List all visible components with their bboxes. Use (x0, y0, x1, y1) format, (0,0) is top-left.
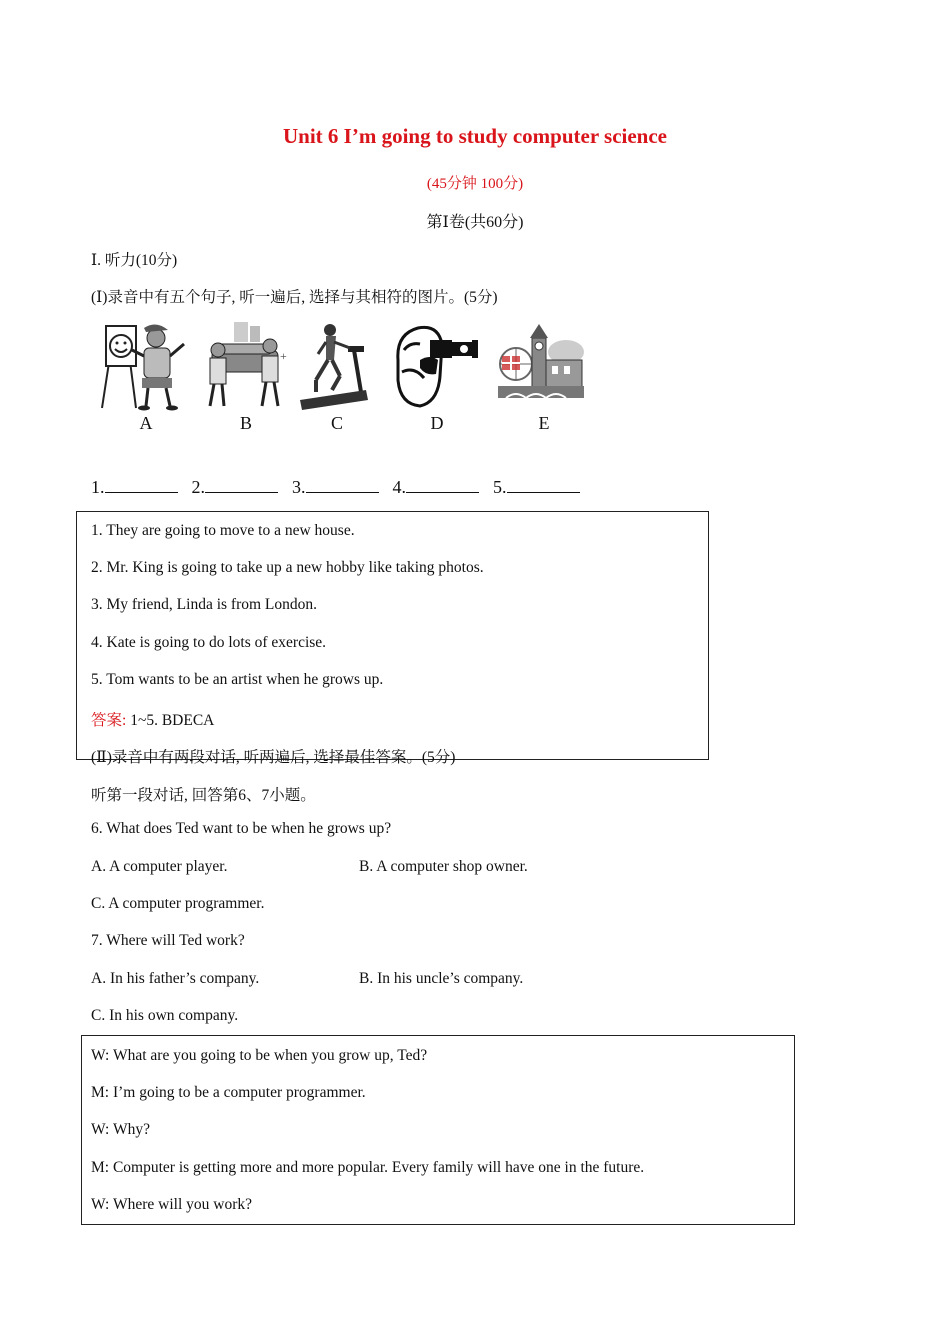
painter-icon (96, 320, 188, 412)
picture-label-c: C (330, 413, 343, 433)
picture-label-e: E (538, 413, 550, 433)
answer-line (91, 708, 214, 730)
picture-e-london (496, 320, 588, 412)
picture-b-movers (200, 320, 292, 412)
question-6-stem: 6. What does Ted want to be when he grows up? (91, 820, 392, 837)
question-7-option-c[interactable]: C. In his own company. (91, 1007, 239, 1024)
london-landmarks-icon (496, 320, 588, 412)
picture-c-treadmill (296, 320, 388, 412)
part2-instruction: (Ⅱ)录音中有两段对话, 听两遍后, 选择最佳答案。(5分) (91, 749, 456, 766)
transcript1-line-3: 3. My friend, Linda is from London. (91, 596, 318, 613)
blank-4[interactable]: 4. (393, 474, 480, 498)
part1-instruction: (Ⅰ)录音中有五个句子, 听一遍后, 选择与其相符的图片。(5分) (91, 289, 498, 306)
transcript1-line-1: 1. They are going to move to a new house. (91, 522, 355, 539)
picture-a-painter (96, 320, 188, 412)
transcript2-line-2: M: I’m going to be a computer programmer. (91, 1084, 366, 1101)
time-score-info: (45分钟 100分) (426, 176, 524, 192)
answer-blanks (91, 474, 594, 498)
photographer-icon (390, 320, 482, 412)
blank-3[interactable]: 3. (292, 474, 379, 498)
question-6-option-b[interactable]: B. A computer shop owner. (359, 858, 528, 875)
transcript1-line-5: 5. Tom wants to be an artist when he grows up. (91, 671, 384, 688)
section-heading-listening: Ⅰ. 听力(10分) (91, 252, 178, 269)
question-7-option-b[interactable]: B. In his uncle’s company. (359, 970, 524, 987)
volume-heading: 第Ⅰ卷(共60分) (426, 214, 524, 231)
question-7-option-a[interactable]: A. In his father’s company. (91, 970, 260, 987)
question-6-option-a[interactable]: A. A computer player. (91, 858, 228, 875)
treadmill-runner-icon (296, 320, 388, 412)
movers-sofa-icon (200, 320, 292, 412)
transcript2-line-1: W: What are you going to be when you grow up, Ted? (91, 1047, 428, 1064)
transcript2-line-3: W: Why? (91, 1121, 150, 1138)
page-title: Unit 6 I’m going to study computer science (282, 124, 667, 148)
blank-5[interactable]: 5. (493, 474, 580, 498)
transcript1-line-4: 4. Kate is going to do lots of exercise. (91, 634, 327, 651)
question-6-option-c[interactable]: C. A computer programmer. (91, 895, 265, 912)
transcript1-line-2: 2. Mr. King is going to take up a new hobby like taking photos. (91, 559, 484, 576)
answer-value: 1~5. BDECA (126, 712, 215, 729)
picture-label-d: D (430, 413, 444, 433)
picture-label-a: A (139, 413, 153, 433)
transcript2-line-4: M: Computer is getting more and more popular. Every family will have one in the future. (91, 1159, 645, 1176)
answer-label: 答案: (91, 712, 127, 729)
picture-d-photographer (390, 320, 482, 412)
transcript2-line-5: W: Where will you work? (91, 1196, 252, 1213)
blank-1[interactable]: 1. (91, 474, 178, 498)
blank-2[interactable]: 2. (192, 474, 279, 498)
svg-text:+: + (280, 349, 287, 363)
picture-label-b: B (239, 413, 252, 433)
dialog-intro: 听第一段对话, 回答第6、7小题。 (91, 787, 316, 804)
question-7-stem: 7. Where will Ted work? (91, 932, 245, 949)
